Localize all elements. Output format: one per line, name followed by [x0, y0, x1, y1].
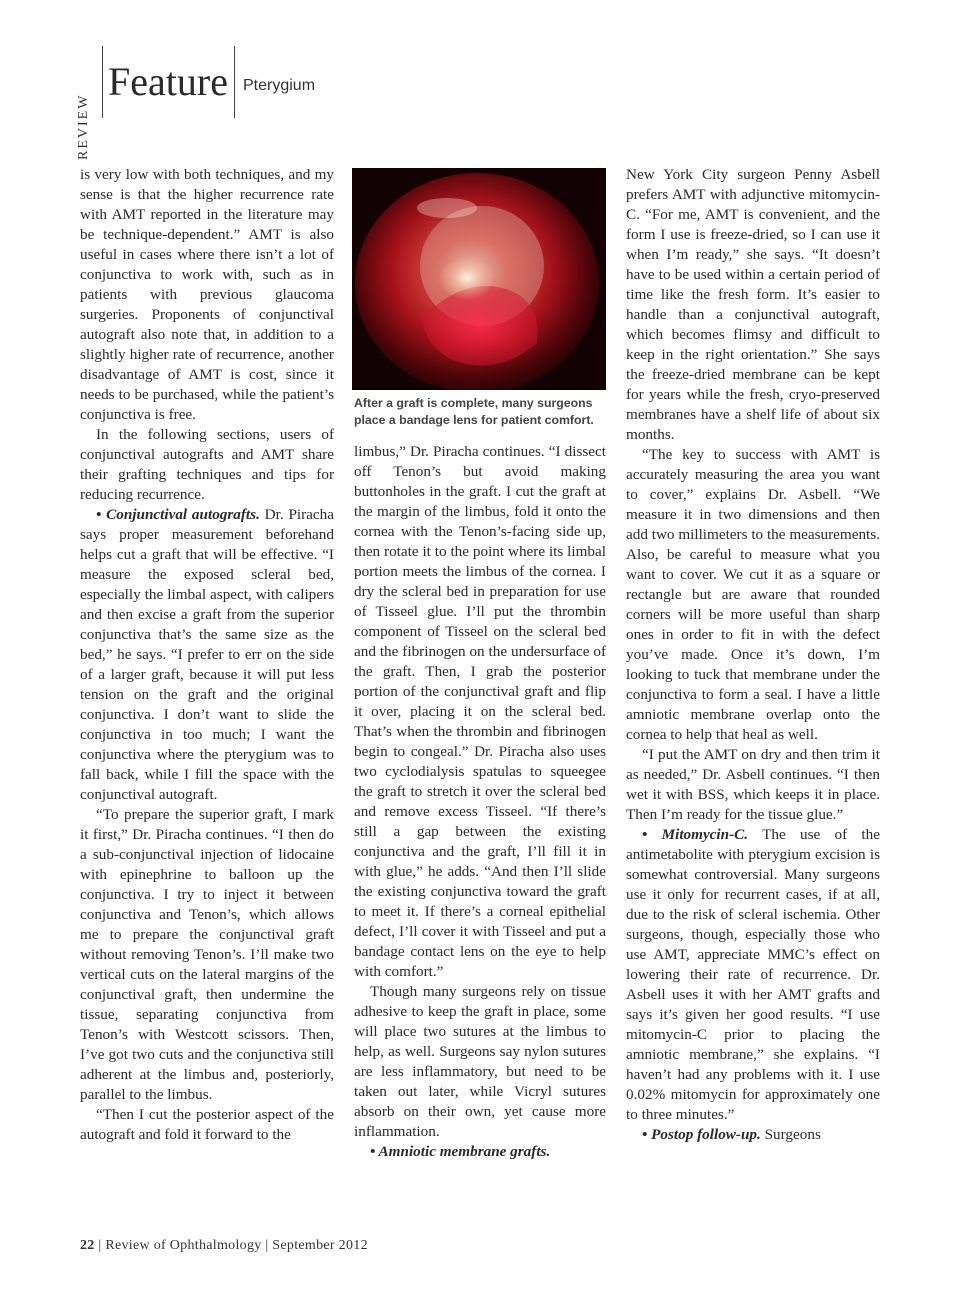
footer-separator: | [265, 1238, 269, 1253]
page-number: 22 [80, 1238, 95, 1253]
paragraph [354, 1142, 606, 1162]
paragraph [626, 1125, 880, 1145]
subhead-mitomycin-c: • Mitomycin-C. [642, 826, 749, 843]
paragraph [80, 505, 334, 805]
paragraph: Though many surgeons rely on tissue adhesive to keep the graft in place, some will place two sutures at the limbus to help, as well. Surgeons say nylon sutures are less inflammatory, but need to be taken out later, while Vicryl sutures absorb on their own, yet cause more inflammation. [354, 983, 606, 1140]
section-vertical-label: REVIEW [76, 93, 91, 160]
paragraph: New York City surgeon Penny Asbell prefers AMT with adjunctive mitomycin-C. “For me, AMT is convenient, and the form I use is freeze-dried, so I can use it when I’m ready,” she says. “It doesn’t have to be used within a certain period of time like the fresh form. It’s easier to handle than a conjunctival autograft, which becomes flimsy and difficult to keep in the right orientation.” She says the freeze-dried membrane can be kept for years while the fresh, cryo-preserved membranes have a shelf life of about six months. [626, 166, 880, 443]
photo-caption: After a graft is complete, many surgeons place a bandage lens for patient comfort. [354, 396, 594, 427]
issue-date: September 2012 [272, 1238, 368, 1253]
paragraph: is very low with both techniques, and my sense is that the higher recurrence rate with AMT reported in the literature may be technique-dependent.” AMT is also useful in cases where there isn’t a lot of conjunctiva to work with, such as in patients with previous glaucoma surgeries. Proponents of conjunctival autograft also note that, in addition to a slightly higher rate of recurrence, another disadvantage of AMT is cost, since it needs to be purchased, while the patient’s conjunctiva is free. [80, 166, 334, 423]
header-divider [102, 46, 103, 118]
paragraph-text: Dr. Piracha says proper measurement beforehand helps cut a graft that will be effective. “I measure the exposed scleral bed, especially the limbal aspect, with calipers and then excise a graft from the superior conjunctiva that’s the same size as the bed,” he says. “I prefer to err on the side of a larger graft, because it will put less tension on the graft and the original conjunctiva. I don’t want to slide the conjunctiva in too much; I want the conjunctiva where the pterygium was to fall back, while I fill the space with the conjunctival autograft. [80, 506, 334, 803]
paragraph-text: Surgeons [764, 1126, 821, 1143]
eye-photo-image [352, 168, 606, 390]
subhead-amniotic-membrane-grafts: • Amniotic membrane grafts. [370, 1143, 551, 1160]
subhead-conjunctival-autografts: • Conjunctival autografts. [96, 506, 260, 523]
paragraph: “The key to success with AMT is accurately measuring the area you want to cover,” explains Dr. Asbell. “We measure it in two dimensions and then add two millimeters to the measurements. Also, be careful to measure what you want to cover. We cut it as a square or rectangle but are aware that rounded corners will be more useful than sharp ones in order to fit in with the defect you’ve made. Once it’s down, I’m looking to tuck that membrane under the conjunctiva to form a seal. I have a little amniotic membrane overlap onto the cornea to help that heal as well. [626, 446, 880, 743]
paragraph: In the following sections, users of conjunctival autografts and AMT share their grafting techniques and tips for reducing recurrence. [80, 426, 334, 503]
page-footer [80, 1238, 368, 1254]
paragraph: “I put the AMT on dry and then trim it as needed,” Dr. Asbell continues. “I then wet it with BSS, which keeps it in place. Then I’m ready for the tissue glue.” [626, 746, 880, 823]
topic-label: Pterygium [243, 77, 316, 94]
publication-name: Review of Ophthalmology [105, 1238, 262, 1253]
text-column-3 [626, 165, 880, 1145]
header-divider [234, 46, 235, 118]
eye-photo [352, 168, 606, 390]
text-column-1 [80, 165, 334, 1145]
subhead-postop-follow-up: • Postop follow-up. [642, 1126, 761, 1143]
paragraph: limbus,” Dr. Piracha continues. “I dissect off Tenon’s but avoid making buttonholes in the graft. I cut the graft at the margin of the limbus, fold it onto the cornea with the Tenon’s-facing side up, then rotate it to the point where its limbal portion meets the limbus of the cornea. I dry the scleral bed in preparation for use of Tisseel glue. I’ll put the thrombin component of Tisseel on the scleral bed and the fibrinogen on the undersurface of the graft. Then, I grab the posterior portion of the conjunctival graft and flip it over, placing it on the scleral bed. That’s when the thrombin and fibrinogen begin to congeal.” Dr. Piracha also uses two cyclodialysis spatulas to squeegee the graft to stretch it over the scleral bed and remove excess Tisseel. “If there’s still a gap between the existing conjunctiva and the graft, I’ll fill it in with glue,” he adds. “And then I’ll slide the existing conjunctiva toward the graft to meet it. If there’s a corneal epithelial defect, I’ll cover it with Tisseel and put a bandage contact lens on the eye to help with comfort.” [354, 443, 606, 980]
paragraph-text: The use of the antimetabolite with pterygium excision is somewhat controversial. Many surgeons use it only for recurrent cases, if at all, due to the risk of scleral ischemia. Other surgeons, though, especially those who use AMT, appreciate MMC’s effect on lowering their rate of recurrence. Dr. Asbell uses it with her AMT grafts and says it’s given her good results. “I use mitomycin-C prior to placing the amniotic membrane,” she explains. “I haven’t had any problems with it. I use 0.02% mitomycin for approximately one to three minutes.” [626, 826, 880, 1123]
footer-separator: | [98, 1238, 102, 1253]
page-header [76, 40, 478, 160]
text-column-2 [354, 442, 606, 1162]
paragraph: “To prepare the superior graft, I mark it first,” Dr. Piracha continues. “I then do a sub-conjunctival injection of lidocaine with epinephrine to balloon up the conjunctiva. I try to inject it between conjunctiva and Tenon’s, which allows me to prepare the conjunctival graft without removing Tenon’s. I’ll make two vertical cuts on the lateral margins of the conjunctival graft, then undermine the tissue, separating conjunctiva from Tenon’s with Westcott scissors. Then, I’ve got two cuts and the conjunctiva still adherent at the limbus and, posteriorly, parallel to the limbus. [80, 806, 334, 1103]
paragraph: “Then I cut the posterior aspect of the autograft and fold it forward to the [80, 1106, 334, 1143]
section-title: Feature [108, 59, 228, 104]
paragraph [626, 825, 880, 1125]
